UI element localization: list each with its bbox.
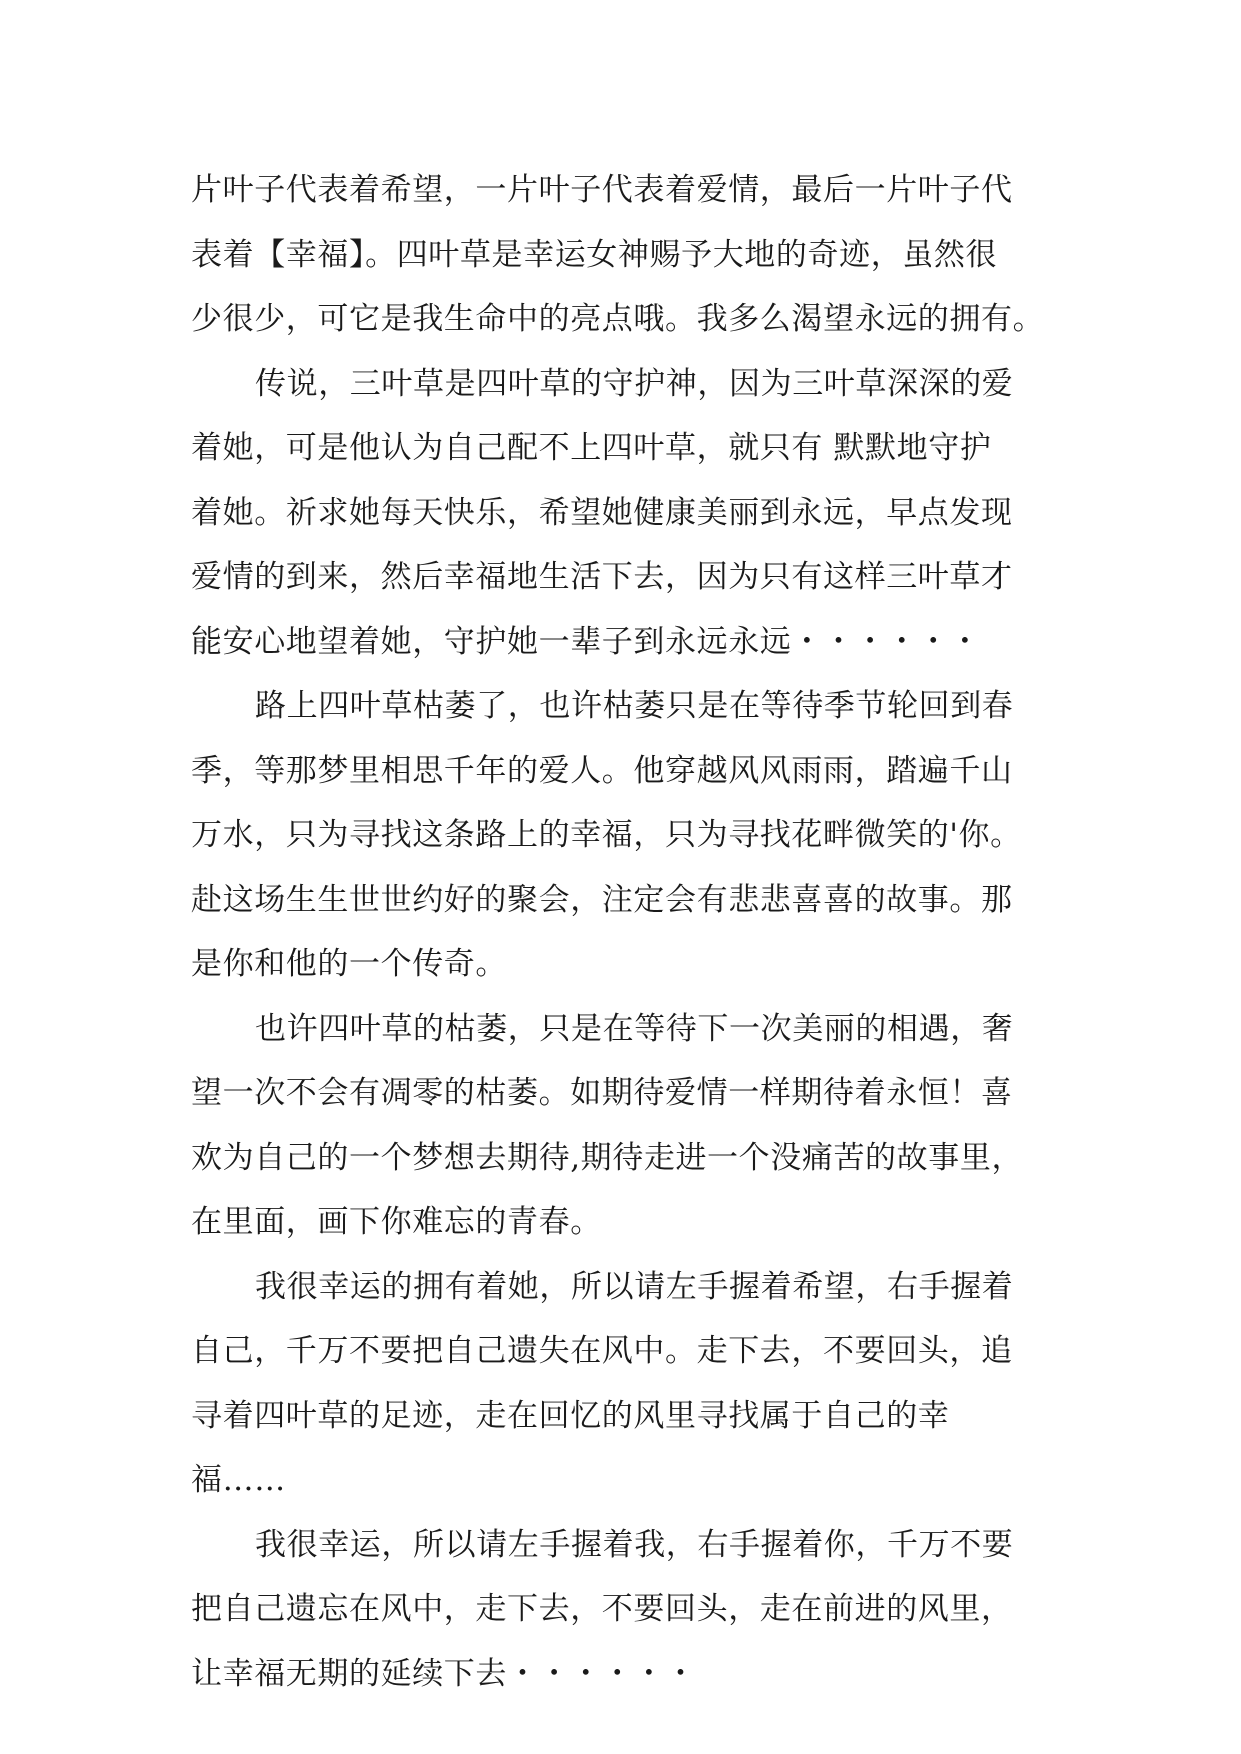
text-line: 着她，可是他认为自己配不上四叶草，就只有 默默地守护 xyxy=(191,430,992,466)
text-line: 着她。祈求她每天快乐，希望她健康美丽到永远，早点发现 xyxy=(191,494,1013,531)
paragraph-start-line: 也许四叶草的枯萎，只是在等待下一次美丽的相遇，奢 xyxy=(255,1010,1014,1047)
paragraph-start-line: 路上四叶草枯萎了，也许枯萎只是在等待季节轮回到春 xyxy=(255,688,1014,724)
paragraph-start-line: 我很幸运的拥有着她，所以请左手握着希望，右手握着 xyxy=(255,1268,1014,1305)
paragraph-start-line: 我很幸运，所以请左手握着我，右手握着你，千万不要 xyxy=(255,1526,1014,1563)
text-line: 爱情的到来，然后幸福地生活下去，因为只有这样三叶草才 xyxy=(191,559,1013,595)
text-line: 自己，千万不要把自己遗失在风中。走下去，不要回头，追 xyxy=(191,1333,1013,1369)
text-line: 片叶子代表着希望，一片叶子代表着爱情，最后一片叶子代 xyxy=(191,172,1013,208)
body-text xyxy=(191,158,1051,1706)
text-line: 是你和他的一个传奇。 xyxy=(191,946,507,982)
text-line: 万水，只为寻找这条路上的幸福，只为寻找花畔微笑的'你。 xyxy=(191,817,1022,853)
text-line: 少很少，可它是我生命中的亮点哦。我多么渴望永远的拥有。 xyxy=(191,301,1045,337)
text-line: 欢为自己的一个梦想去期待,期待走进一个没痛苦的故事里， xyxy=(191,1139,1024,1176)
text-line: 表着【幸福】。四叶草是幸运女神赐予大地的奇迹，虽然很 xyxy=(191,236,998,273)
text-line: 把自己遗忘在风中，走下去，不要回头，走在前进的风里， xyxy=(191,1591,1013,1627)
text-line: 福…… xyxy=(191,1462,286,1498)
text-line: 让幸福无期的延续下去・・・・・・ xyxy=(191,1655,697,1692)
text-line: 寻着四叶草的足迹，走在回忆的风里寻找属于自己的幸 xyxy=(191,1397,950,1434)
paragraph-start-line: 传说，三叶草是四叶草的守护神，因为三叶草深深的爱 xyxy=(255,365,1014,402)
text-line: 能安心地望着她，守护她一辈子到永远永远・・・・・・ xyxy=(191,623,981,660)
text-line: 在里面，画下你难忘的青春。 xyxy=(191,1204,602,1240)
text-line: 赴这场生生世世约好的聚会，注定会有悲悲喜喜的故事。那 xyxy=(191,881,1013,918)
text-line: 季，等那梦里相思千年的爱人。他穿越风风雨雨，踏遍千山 xyxy=(191,752,1013,789)
text-line: 望一次不会有凋零的枯萎。如期待爱情一样期待着永恒！喜 xyxy=(191,1075,1013,1111)
